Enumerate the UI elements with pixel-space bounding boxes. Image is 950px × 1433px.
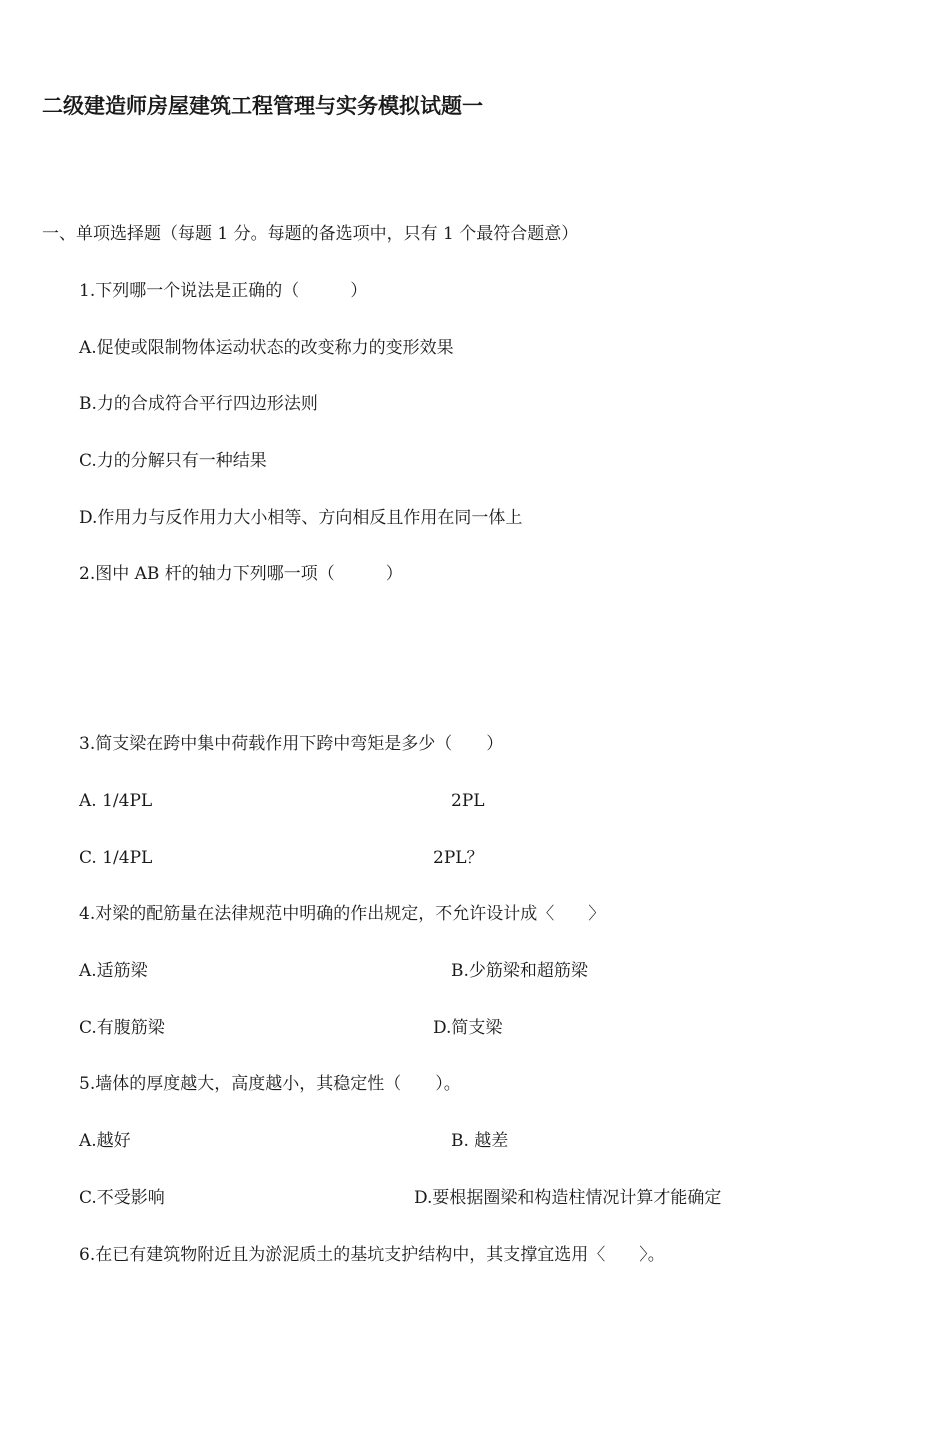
question-4-option-c: C.有腹筋梁: [79, 1018, 165, 1038]
question-4-stem: 4.对梁的配筋量在法律规范中明确的作出规定，不允许设计成〈 〉: [79, 904, 606, 924]
question-1-stem: 1.下列哪一个说法是正确的（ ）: [79, 281, 368, 301]
question-1-option-c: C.力的分解只有一种结果: [79, 451, 267, 471]
question-5-option-b: B. 越差: [451, 1131, 509, 1151]
question-3-option-right: 2PL？: [433, 848, 484, 868]
question-1-option-a: A.促使或限制物体运动状态的改变称力的变形效果: [79, 338, 454, 358]
question-5-option-c: C.不受影响: [79, 1188, 165, 1208]
question-6-stem: 6.在已有建筑物附近且为淤泥质土的基坑支护结构中，其支撑宜选用〈 〉。: [79, 1245, 665, 1265]
question-5-option-d: D.要根据圈梁和构造柱情况计算才能确定: [414, 1188, 722, 1208]
question-1-option-d: D.作用力与反作用力大小相等、方向相反且作用在同一体上: [79, 508, 523, 528]
question-4-option-b: B.少筋梁和超筋梁: [451, 961, 588, 981]
question-1-option-b: B.力的合成符合平行四边形法则: [79, 394, 318, 414]
question-3-option-left: C. 1/4PL: [79, 848, 153, 868]
document-title: 二级建造师房屋建筑工程管理与实务模拟试题一: [42, 94, 483, 118]
question-4-option-a: A.适筋梁: [79, 961, 148, 981]
question-4-option-d: D.简支梁: [433, 1018, 503, 1038]
question-3-option-right: 2PL: [451, 791, 485, 811]
question-3-option-left: A. 1/4PL: [79, 791, 153, 811]
question-5-option-a: A.越好: [79, 1131, 131, 1151]
question-3-stem: 3.简支梁在跨中集中荷载作用下跨中弯矩是多少（ ）: [79, 734, 504, 754]
section-heading: 一、单项选择题（每题 1 分。每题的备选项中，只有 1 个最符合题意）: [42, 224, 579, 244]
question-5-stem: 5.墙体的厚度越大，高度越小，其稳定性（ ）。: [79, 1074, 461, 1094]
question-2-stem: 2.图中 AB 杆的轴力下列哪一项（ ）: [79, 564, 403, 584]
